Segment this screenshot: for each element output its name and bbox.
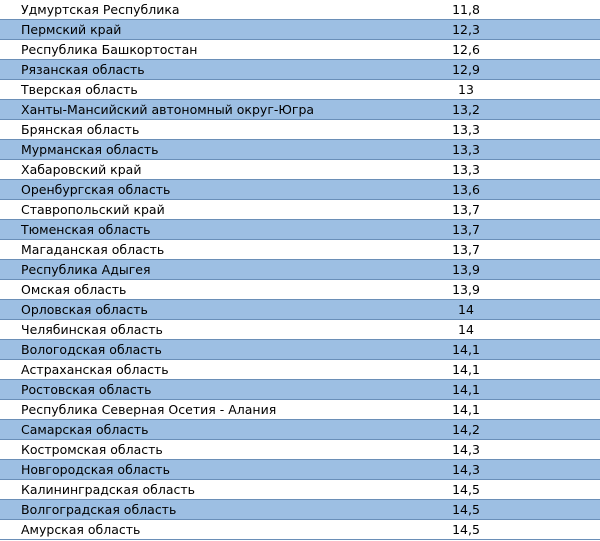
value-cell [370,400,600,420]
region-name-cell: Орловская область [0,300,370,320]
table-row [0,480,600,500]
table-row [0,320,600,340]
value-text: 13,3 [452,162,480,177]
table-row [0,80,600,100]
table-row [0,400,600,420]
value-cell [370,100,600,120]
table-row [0,520,600,540]
value-cell [370,20,600,40]
region-name-cell: Амурская область [0,520,370,540]
table-row [0,300,600,320]
table-row [0,280,600,300]
region-name-cell: Республика Адыгея [0,260,370,280]
region-name-cell: Пермский край [0,20,370,40]
value-text: 11,8 [452,2,480,17]
value-text: 13,2 [452,102,480,117]
value-cell [370,60,600,80]
table-row [0,360,600,380]
region-name-cell: Волгоградская область [0,500,370,520]
region-name-cell: Оренбургская область [0,180,370,200]
value-cell [370,340,600,360]
value-cell [370,120,600,140]
value-text: 14,5 [452,482,480,497]
value-text: 13,9 [452,262,480,277]
region-name-cell: Самарская область [0,420,370,440]
table-row [0,20,600,40]
region-name-cell: Магаданская область [0,240,370,260]
table-row [0,340,600,360]
value-cell [370,360,600,380]
table-row [0,200,600,220]
value-cell [370,40,600,60]
table-row [0,260,600,280]
table-row [0,120,600,140]
value-text: 13,6 [452,182,480,197]
value-text: 14,3 [452,442,480,457]
value-cell [370,140,600,160]
value-text: 14,1 [452,342,480,357]
region-name-cell: Ростовская область [0,380,370,400]
table-row [0,380,600,400]
table-row [0,140,600,160]
value-text: 14 [458,322,474,337]
value-text: 14,5 [452,502,480,517]
region-name-cell: Мурманская область [0,140,370,160]
region-name-cell: Республика Северная Осетия - Алания [0,400,370,420]
value-text: 14,5 [452,522,480,537]
value-text: 13,7 [452,202,480,217]
region-name-cell: Удмуртская Республика [0,0,370,20]
table-row [0,220,600,240]
value-text: 13,9 [452,282,480,297]
table-row [0,440,600,460]
value-text: 13,7 [452,222,480,237]
value-cell [370,220,600,240]
value-text: 14,1 [452,402,480,417]
value-cell [370,420,600,440]
value-cell [370,460,600,480]
region-name-cell: Омская область [0,280,370,300]
value-cell [370,380,600,400]
value-cell [370,300,600,320]
value-text: 14 [458,302,474,317]
region-name-cell: Брянская область [0,120,370,140]
region-name-cell: Челябинская область [0,320,370,340]
value-cell [370,200,600,220]
region-name-cell: Вологодская область [0,340,370,360]
region-name-cell: Тюменская область [0,220,370,240]
value-cell [370,280,600,300]
region-name-cell: Республика Башкортостан [0,40,370,60]
table-row [0,100,600,120]
table-row [0,0,600,20]
table-row [0,40,600,60]
value-text: 14,3 [452,462,480,477]
table-row [0,180,600,200]
value-text: 14,1 [452,362,480,377]
region-name-cell: Тверская область [0,80,370,100]
table-row [0,420,600,440]
value-cell [370,500,600,520]
value-text: 12,6 [452,42,480,57]
value-text: 14,2 [452,422,480,437]
table-row [0,160,600,180]
value-text: 13,3 [452,142,480,157]
region-name-cell: Калининградская область [0,480,370,500]
value-cell [370,240,600,260]
region-name-cell: Новгородская область [0,460,370,480]
value-text: 14,1 [452,382,480,397]
region-name-cell: Ставропольский край [0,200,370,220]
value-text: 12,3 [452,22,480,37]
value-cell [370,320,600,340]
value-cell [370,80,600,100]
value-text: 13 [458,82,474,97]
value-text: 13,3 [452,122,480,137]
region-name-cell: Ханты-Мансийский автономный округ-Югра [0,100,370,120]
region-name-cell: Хабаровский край [0,160,370,180]
region-name-cell: Рязанская область [0,60,370,80]
table-row [0,240,600,260]
value-text: 13,7 [452,242,480,257]
value-cell [370,180,600,200]
table-row [0,460,600,480]
value-cell [370,260,600,280]
value-cell [370,480,600,500]
value-cell [370,440,600,460]
region-name-cell: Астраханская область [0,360,370,380]
table-row [0,500,600,520]
value-cell [370,160,600,180]
region-name-cell: Костромская область [0,440,370,460]
value-cell [370,0,600,20]
table-row [0,60,600,80]
value-cell [370,520,600,540]
value-text: 12,9 [452,62,480,77]
